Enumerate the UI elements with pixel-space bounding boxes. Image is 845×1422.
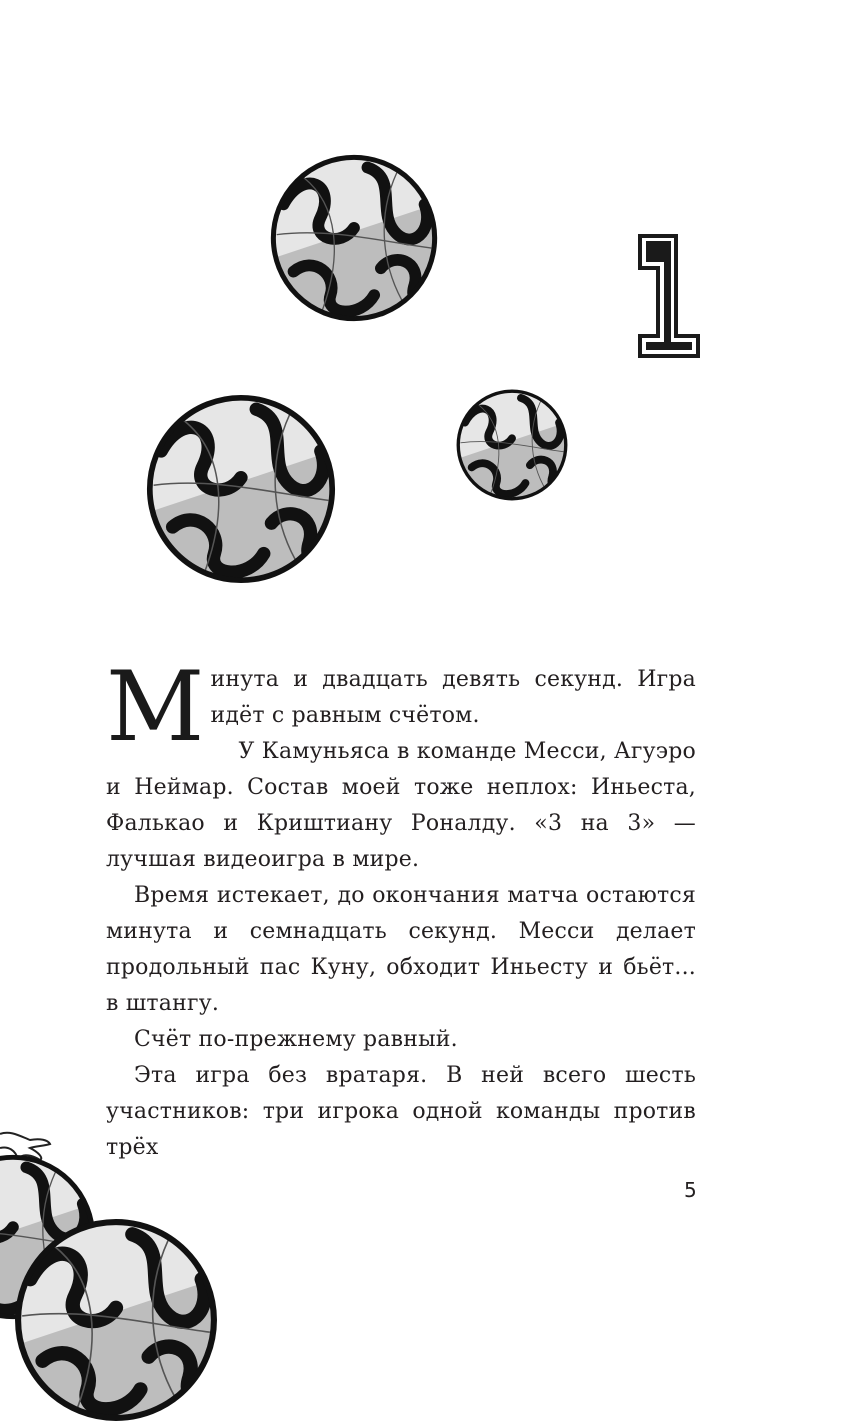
- soccer-ball-icon: [146, 394, 336, 584]
- soccer-ball-icon: [14, 1218, 218, 1422]
- paragraph: Эта игра без вратаря. В ней всего шесть участников: три игрока одной команды против трёх: [106, 1063, 696, 1160]
- soccer-ball-icon: [270, 154, 438, 322]
- paragraph: Минута и двадцать девять секунд. Игра идёт с равным счётом.: [106, 651, 696, 763]
- chapter-number: [636, 232, 702, 360]
- soccer-ball-icon: [456, 389, 568, 501]
- drop-cap: М: [106, 651, 205, 763]
- page-number: 5: [684, 1178, 697, 1202]
- paragraph: Счёт по-прежнему равный.: [134, 1027, 458, 1052]
- paragraph: У Камуньяса в команде Месси, Агуэро и Неймар. Состав моей тоже неплох: Иньеста, Фалькао и Криштиану Роналду. «3 на 3» — лучшая видеоигра в мире.: [106, 739, 696, 872]
- paragraph: Время истекает, до окончания матча остаются минута и семнадцать секунд. Месси делает продольный пас Куну, обходит Иньесту и бьёт... в штангу.: [106, 883, 696, 1016]
- chapter-text: [106, 651, 696, 1166]
